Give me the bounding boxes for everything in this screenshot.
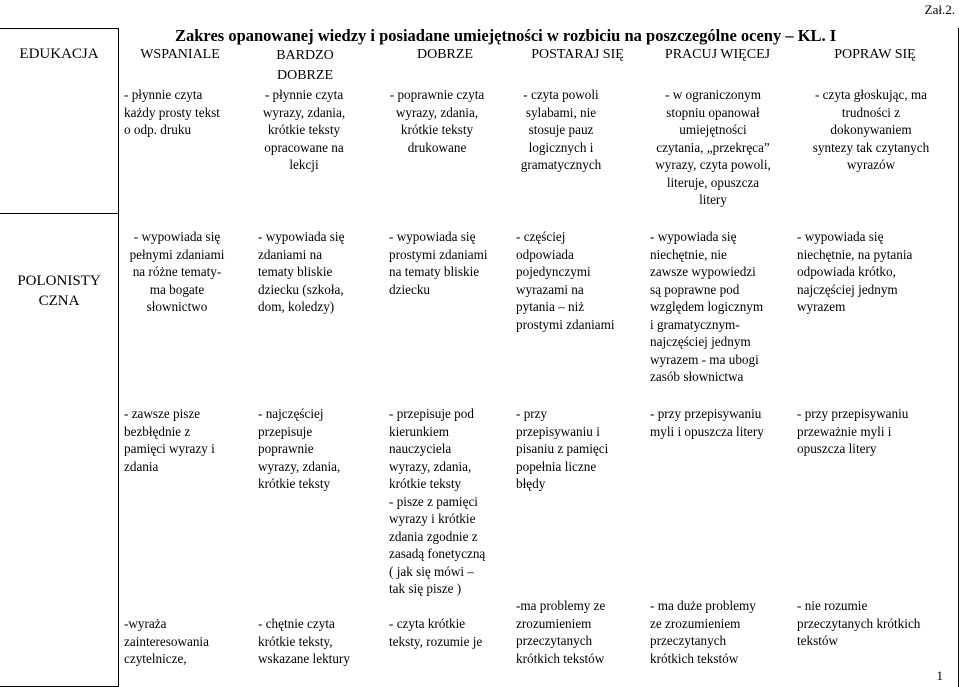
cell-line: stopniu opanował — [666, 104, 760, 120]
cell-line: - poprawnie czyta — [389, 87, 485, 102]
cell-line: i gramatycznym- — [650, 316, 740, 332]
cell-line: -wyraża — [124, 616, 167, 631]
cell-line: - płynnie czyta — [124, 87, 203, 102]
cell-line: tak się pisze ) — [389, 581, 462, 596]
cell-line: najczęściej jednym — [797, 281, 898, 297]
cell-line: względem logicznym — [650, 299, 764, 314]
cell-line: - pisze z pamięci — [389, 493, 478, 509]
cell-line: wyrazami na — [516, 281, 584, 297]
cell-pisanie-dobrze — [389, 405, 509, 598]
cell-line: na różne tematy- — [132, 264, 222, 279]
cell-line: literuje, opuszcza — [666, 174, 760, 190]
cell-line: niechętnie, nie — [650, 246, 727, 262]
cell-line: wyrazy, zdania, — [258, 458, 341, 474]
section-polonistyczna-line1: POLONISTY — [17, 273, 101, 289]
cell-line: wyrazy i krótkie — [389, 511, 476, 526]
cell-line: krótkich tekstów — [516, 650, 605, 666]
section-polonistyczna — [0, 271, 118, 311]
cell-line: - częściej — [516, 229, 566, 244]
cell-line: - przy przepisywaniu — [650, 406, 762, 421]
cell-zainteresowania-postaraj-sie — [516, 597, 640, 667]
cell-line: stosuje pauz — [528, 122, 594, 137]
cell-line: wyrazy, zdania, — [395, 104, 479, 120]
cell-czytanie-popraw-sie — [792, 86, 950, 174]
header-postaraj-sie: POSTARAJ SIĘ — [531, 47, 624, 62]
cell-pisanie-popraw-sie — [797, 405, 955, 458]
cell-line: - najczęściej — [258, 406, 324, 421]
cell-line: - wypowiada się — [389, 229, 476, 244]
cell-line: - wypowiada się — [133, 229, 221, 244]
cell-line: - czyta głoskując, ma — [814, 87, 928, 102]
cell-line: każdy prosty tekst — [124, 104, 220, 120]
cell-line: pełnymi zdaniami — [129, 246, 225, 262]
cell-line: zawsze wypowiedzi — [650, 264, 756, 279]
cell-line: litery — [699, 192, 727, 207]
cell-wypowiadanie-popraw-sie — [797, 228, 955, 316]
cell-line: przepisuje — [258, 423, 313, 439]
cell-line: syntezy tak czytanych — [812, 139, 930, 155]
cell-line: pisaniu z pamięci — [516, 441, 609, 456]
cell-czytanie-postaraj-sie — [507, 86, 615, 174]
page-number: 1 — [936, 668, 943, 683]
cell-line: prostymi zdaniami — [516, 316, 615, 332]
cell-line: są poprawne pod — [650, 281, 740, 297]
cell-line: - w ograniczonym — [665, 87, 761, 102]
cell-line: przeczytanych krótkich — [797, 615, 921, 631]
attachment-label: Zał.2. — [924, 2, 955, 17]
cell-line: - czyta krótkie — [389, 616, 466, 631]
row-divider-section — [0, 213, 118, 214]
cell-line: - ma duże problemy — [650, 598, 756, 613]
cell-line: - przy przepisywaniu — [797, 406, 909, 421]
cell-line: prostymi zdaniami — [389, 246, 488, 262]
cell-line: drukowane — [407, 139, 467, 155]
cell-wypowiadanie-dobrze — [389, 228, 507, 298]
section-edukacja: EDUKACJA — [19, 46, 99, 62]
cell-line: - czyta powoli — [523, 87, 599, 102]
cell-line: krótkie teksty — [267, 122, 341, 137]
cell-zainteresowania-bardzo-dobrze — [258, 615, 376, 668]
cell-czytanie-wspaniale — [124, 86, 244, 139]
cell-line: odpowiada krótko, — [797, 264, 896, 279]
cell-line: bezbłędnie z — [124, 423, 191, 439]
header-popraw-sie: POPRAW SIĘ — [834, 47, 916, 62]
cell-wypowiadanie-pracuj-wiecej — [650, 228, 790, 386]
cell-line: gramatycznych — [520, 157, 602, 172]
cell-line: przeczytanych — [650, 633, 727, 648]
header-bardzo-dobrze — [245, 46, 365, 86]
cell-line: zasadą fonetyczną — [389, 546, 486, 561]
cell-line: myli i opuszcza litery — [650, 423, 764, 439]
cell-line: opuszcza litery — [797, 441, 877, 456]
cell-line: kierunkiem — [389, 423, 450, 439]
cell-zainteresowania-wspaniale — [124, 615, 242, 668]
cell-line: zainteresowania — [124, 633, 209, 649]
cell-line: sylabami, nie — [525, 104, 597, 120]
cell-line: dziecku — [389, 281, 431, 297]
cell-line: opracowane na — [264, 139, 344, 155]
cell-line: o odp. druku — [124, 122, 192, 137]
column-divider-left — [118, 28, 119, 687]
cell-line: pytania – niż — [516, 299, 585, 314]
cell-line: - nie rozumie — [797, 598, 868, 613]
header-bardzo-dobrze-line1: BARDZO — [276, 48, 334, 63]
section-polonistyczna-line2: CZNA — [38, 293, 80, 309]
cell-line: niechętnie, na pytania — [797, 246, 913, 262]
cell-line: logicznych i — [528, 139, 594, 155]
cell-wypowiadanie-postaraj-sie — [516, 228, 636, 333]
cell-line: zasób słownictwa — [650, 369, 744, 384]
cell-line: przeczytanych — [516, 633, 593, 648]
cell-line: - płynnie czyta — [264, 87, 344, 102]
cell-line: - chętnie czyta — [258, 616, 335, 631]
cell-line: wyrazy, zdania, — [389, 458, 472, 474]
cell-zainteresowania-dobrze — [389, 615, 509, 650]
cell-line: - przepisuje pod — [389, 406, 474, 421]
header-wspaniale: WSPANIALE — [140, 47, 220, 62]
cell-line: trudności z — [841, 104, 901, 120]
cell-line: słownictwo — [146, 299, 208, 314]
cell-pisanie-bardzo-dobrze — [258, 405, 376, 493]
cell-line: - wypowiada się — [650, 229, 737, 244]
cell-line: dziecku (szkoła, — [258, 281, 344, 297]
cell-line: zdaniami na — [258, 246, 323, 262]
cell-wypowiadanie-wspaniale — [124, 228, 230, 316]
document-title: Zakres opanowanej wiedzy i posiadane umiejętności w rozbiciu na poszczególne oceny – KL. I — [175, 26, 837, 45]
cell-line: lekcji — [289, 157, 319, 172]
cell-line: - wypowiada się — [258, 229, 345, 244]
cell-line: poprawnie — [258, 441, 314, 456]
row-divider-top — [0, 28, 118, 29]
cell-line: wskazane lektury — [258, 651, 350, 666]
cell-line: krótkie teksty — [400, 122, 474, 137]
cell-line: popełnia liczne — [516, 458, 597, 474]
cell-line: krótkie teksty, — [258, 633, 333, 649]
header-dobrze: DOBRZE — [417, 47, 473, 62]
cell-czytanie-pracuj-wiecej — [640, 86, 786, 209]
cell-line: ze zrozumieniem — [650, 615, 741, 631]
cell-line: czytelnicze, — [124, 651, 187, 666]
cell-line: zdania zgodnie z — [389, 528, 478, 544]
cell-line: krótkich tekstów — [650, 650, 739, 666]
cell-line: przeważnie myli i — [797, 423, 892, 439]
header-pracuj-wiecej: PRACUJ WIĘCEJ — [664, 47, 771, 62]
cell-pisanie-postaraj-sie — [516, 405, 640, 493]
cell-line: -ma problemy ze — [516, 598, 606, 613]
cell-line: wyrazy, zdania, — [262, 104, 346, 120]
cell-line: pamięci wyrazy i — [124, 441, 215, 456]
cell-line: wyrazów — [846, 157, 896, 172]
cell-wypowiadanie-bardzo-dobrze — [258, 228, 376, 316]
cell-line: - wypowiada się — [797, 229, 884, 244]
cell-line: dom, koledzy) — [258, 299, 335, 314]
cell-line: dokonywaniem — [830, 122, 912, 137]
cell-line: przepisywaniu i — [516, 423, 600, 439]
cell-zainteresowania-popraw-sie — [797, 597, 955, 650]
cell-line: zdania — [124, 458, 159, 474]
cell-line: tekstów — [797, 633, 839, 648]
cell-line: najczęściej jednym — [650, 334, 751, 349]
cell-pisanie-wspaniale — [124, 405, 242, 475]
cell-czytanie-dobrze — [378, 86, 496, 156]
cell-line: zrozumieniem — [516, 615, 592, 631]
cell-line: wyrazy, czyta powoli, — [655, 157, 771, 172]
cell-line: wyrazem — [797, 299, 846, 314]
cell-line: odpowiada — [516, 246, 574, 262]
cell-line: nauczyciela — [389, 441, 452, 456]
header-bardzo-dobrze-line2: DOBRZE — [277, 68, 333, 83]
cell-line: krótkie teksty — [389, 476, 462, 491]
cell-czytanie-bardzo-dobrze — [245, 86, 363, 174]
cell-line: pojedynczymi — [516, 264, 591, 279]
cell-line: tematy bliskie — [258, 264, 333, 279]
cell-line: ma bogate — [149, 281, 205, 297]
cell-line: teksty, rozumie je — [389, 633, 483, 649]
cell-line: wyrazem - ma ubogi — [650, 351, 759, 367]
cell-zainteresowania-pracuj-wiecej — [650, 597, 792, 667]
cell-line: - przy — [516, 406, 548, 421]
cell-pisanie-pracuj-wiecej — [650, 405, 792, 440]
cell-line: na tematy bliskie — [389, 264, 480, 279]
cell-line: krótkie teksty — [258, 476, 331, 491]
cell-line: ( jak się mówi – — [389, 563, 474, 579]
cell-line: czytania, „przekręca” — [656, 139, 770, 155]
cell-line: - zawsze pisze — [124, 406, 201, 421]
cell-line: błędy — [516, 476, 546, 491]
cell-line: umiejętności — [679, 122, 747, 137]
